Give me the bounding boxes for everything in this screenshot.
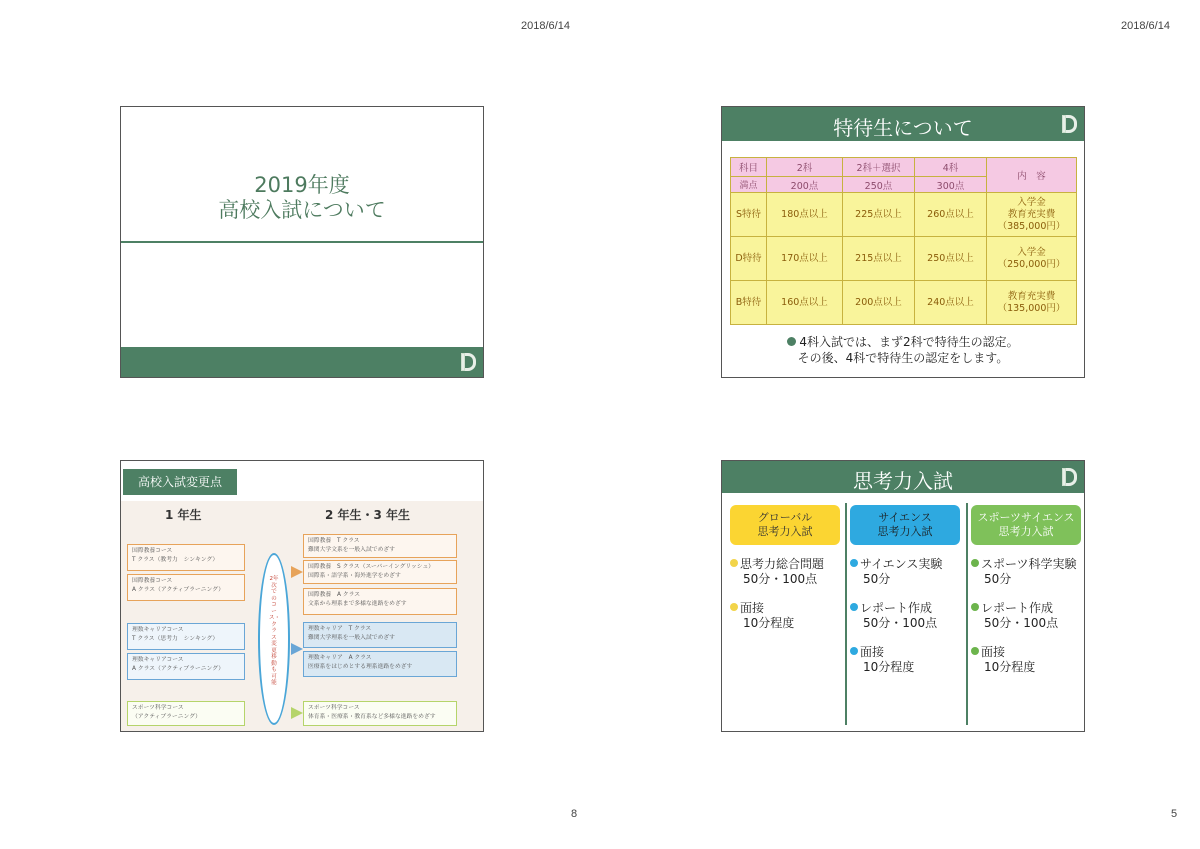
bullet-icon	[971, 603, 979, 611]
exam-type: 思考力入試	[998, 525, 1054, 538]
school-logo-icon	[1062, 467, 1078, 487]
item-name: レポート作成	[860, 601, 933, 615]
row-col2: 225点以上	[843, 193, 915, 237]
slide-title-heading	[121, 173, 483, 223]
exam-name: スポーツサイエンス	[977, 511, 1075, 524]
bullet-icon	[730, 603, 738, 611]
table-header-content: 内 容	[987, 158, 1077, 193]
course-name: 国際教養コース	[132, 578, 173, 584]
course-name: 国際教養 A クラス	[308, 592, 361, 598]
title-divider	[121, 241, 483, 243]
table-fullmarks-label: 満点	[731, 177, 767, 193]
item-detail: 50分・100点	[743, 572, 818, 586]
slide-header-bar	[722, 461, 1084, 493]
title-line-1: 2019年度	[254, 173, 350, 197]
title-line-2: 高校入試について	[218, 198, 386, 222]
page-date-right: 2018/6/14	[1121, 20, 1170, 32]
slide-header-bar	[722, 107, 1084, 141]
table-fullmarks-col3: 300点	[915, 177, 987, 193]
list-item	[730, 557, 840, 587]
slide-heading: 特待生について	[833, 116, 973, 140]
exam-column-header	[850, 505, 960, 545]
table-row	[731, 281, 1077, 325]
exam-column-sports	[971, 505, 1081, 689]
exam-name: サイエンス	[878, 511, 932, 524]
slide-tag: 高校入試変更点	[123, 469, 237, 495]
slide-scholarship	[721, 106, 1085, 378]
row-col3: 260点以上	[915, 193, 987, 237]
exam-name: グローバル	[757, 511, 813, 524]
item-name: 面接	[981, 645, 1006, 659]
exam-column-global	[730, 505, 840, 645]
course-desc: 難関大学文系を一般入試でめざす	[308, 547, 395, 553]
slide-entrance-changes	[120, 460, 484, 732]
item-detail: 10分程度	[863, 660, 915, 674]
slide-title	[120, 106, 484, 378]
row-col1: 180点以上	[767, 193, 843, 237]
row-label: B特待	[731, 281, 767, 325]
course-box-left	[127, 544, 245, 571]
slide-heading: 思考力入試	[853, 469, 953, 493]
bullet-icon	[850, 647, 858, 655]
item-name: 面接	[860, 645, 885, 659]
course-class: A クラス（アクティブラーニング）	[132, 587, 225, 593]
bullet-icon	[850, 559, 858, 567]
table-header-col2: 2科＋選択	[843, 158, 915, 177]
course-box-right	[303, 622, 457, 648]
bullet-icon	[730, 559, 738, 567]
course-name: 国際教養 T クラス	[308, 538, 360, 544]
scholarship-note	[730, 334, 1076, 366]
course-box-right	[303, 560, 457, 584]
bullet-icon	[850, 603, 858, 611]
item-detail: 50分	[984, 572, 1012, 586]
course-name: スポーツ科学コース	[132, 705, 184, 711]
row-label: S特待	[731, 193, 767, 237]
arrow-right-icon	[291, 643, 303, 655]
list-item	[850, 601, 960, 631]
content-line: 教育充実費	[1007, 290, 1056, 302]
item-name: レポート作成	[981, 601, 1054, 615]
content-line: （385,000円）	[997, 220, 1066, 232]
course-name: 理数キャリア A クラス	[308, 655, 372, 661]
exam-column-science	[850, 505, 960, 689]
content-line: （250,000円）	[997, 258, 1066, 270]
course-box-left	[127, 653, 245, 680]
list-item	[971, 557, 1081, 587]
course-box-right	[303, 651, 457, 677]
arrow-right-icon	[291, 566, 303, 578]
course-change-note: 2年次でのコース・クラス変更移動も可能	[269, 576, 281, 686]
course-name: 国際教養コース	[132, 548, 173, 554]
course-box-left	[127, 623, 245, 650]
note-line-2: その後、4科で特待生の認定をします。	[797, 351, 1009, 365]
column-divider	[966, 503, 968, 725]
course-name: 国際教養 S クラス（スーパーイングリッシュ）	[308, 564, 435, 570]
row-label: D特待	[731, 237, 767, 281]
table-header-subject: 科目	[731, 158, 767, 177]
row-col2: 200点以上	[843, 281, 915, 325]
school-logo-icon	[1062, 114, 1078, 134]
course-class: （アクティブラーニング）	[132, 714, 201, 720]
row-col3: 250点以上	[915, 237, 987, 281]
item-detail: 10分程度	[984, 660, 1036, 674]
row-content	[987, 281, 1077, 325]
slide-footer-bar	[121, 347, 483, 377]
list-item	[971, 645, 1081, 675]
content-line: 教育充実費	[1007, 208, 1056, 220]
bullet-icon	[787, 337, 796, 346]
scholarship-table	[730, 157, 1077, 325]
course-class: T クラス（思考力 シンキング）	[132, 636, 219, 642]
content-line: 入学金	[1017, 246, 1046, 258]
note-line-1: 4科入試では、まず2科で特待生の認定。	[799, 335, 1019, 349]
course-class: A クラス（アクティブラーニング）	[132, 666, 225, 672]
column-title-first-year: 1 年生	[165, 508, 202, 522]
course-desc: 医療系をはじめとする理系進路をめざす	[308, 664, 413, 670]
course-name: 理数キャリアコース	[132, 657, 184, 663]
bullet-icon	[971, 647, 979, 655]
course-box-left	[127, 701, 245, 726]
content-line: 入学金	[1017, 196, 1046, 208]
course-desc: 文系から理系まで多様な進路をめざす	[308, 601, 407, 607]
exam-type: 思考力入試	[757, 525, 813, 538]
arrow-right-icon	[291, 707, 303, 719]
slide-thinking-exam	[721, 460, 1085, 732]
course-box-left	[127, 574, 245, 601]
course-box-right	[303, 534, 457, 558]
row-content	[987, 193, 1077, 237]
page-date-left: 2018/6/14	[521, 20, 570, 32]
exam-items	[850, 557, 960, 675]
exam-column-header	[730, 505, 840, 545]
course-box-right	[303, 701, 457, 726]
list-item	[730, 601, 840, 631]
row-content	[987, 237, 1077, 281]
item-name: スポーツ科学実験	[981, 557, 1077, 571]
item-name: サイエンス実験	[860, 557, 943, 571]
row-col1: 160点以上	[767, 281, 843, 325]
course-desc: 国際系・語学系・海外進学をめざす	[308, 573, 401, 579]
list-item	[971, 601, 1081, 631]
exam-items	[730, 557, 840, 631]
course-box-right	[303, 588, 457, 615]
list-item	[850, 557, 960, 587]
exam-type: 思考力入試	[877, 525, 933, 538]
course-class: T クラス（教考力 シンキング）	[132, 557, 219, 563]
course-name: 理数キャリアコース	[132, 627, 184, 633]
table-row	[731, 237, 1077, 281]
item-name: 思考力総合問題	[740, 557, 825, 571]
item-detail: 50分・100点	[984, 616, 1059, 630]
item-name: 面接	[740, 601, 765, 615]
course-name: 理数キャリア T クラス	[308, 626, 372, 632]
item-detail: 50分・100点	[863, 616, 938, 630]
table-header-col1: 2科	[767, 158, 843, 177]
content-line: （135,000円）	[997, 302, 1066, 314]
item-detail: 50分	[863, 572, 891, 586]
table-fullmarks-col2: 250点	[843, 177, 915, 193]
column-title-upper-years: 2 年生・3 年生	[325, 508, 411, 522]
table-header-col3: 4科	[915, 158, 987, 177]
list-item	[850, 645, 960, 675]
bullet-icon	[971, 559, 979, 567]
school-logo-icon	[461, 352, 477, 372]
row-col1: 170点以上	[767, 237, 843, 281]
item-detail: 10分程度	[743, 616, 795, 630]
row-col3: 240点以上	[915, 281, 987, 325]
exam-column-header	[971, 505, 1081, 545]
course-name: スポーツ科学コース	[308, 705, 360, 711]
course-desc: 難関大学理系を一般入試でめざす	[308, 635, 395, 641]
exam-items	[971, 557, 1081, 675]
page-number-left: 8	[571, 808, 578, 820]
table-row	[731, 193, 1077, 237]
course-desc: 体育系・医療系・教育系など多様な進路をめざす	[308, 714, 436, 720]
column-divider	[845, 503, 847, 725]
row-col2: 215点以上	[843, 237, 915, 281]
page-number-right: 5	[1171, 808, 1178, 820]
table-fullmarks-col1: 200点	[767, 177, 843, 193]
